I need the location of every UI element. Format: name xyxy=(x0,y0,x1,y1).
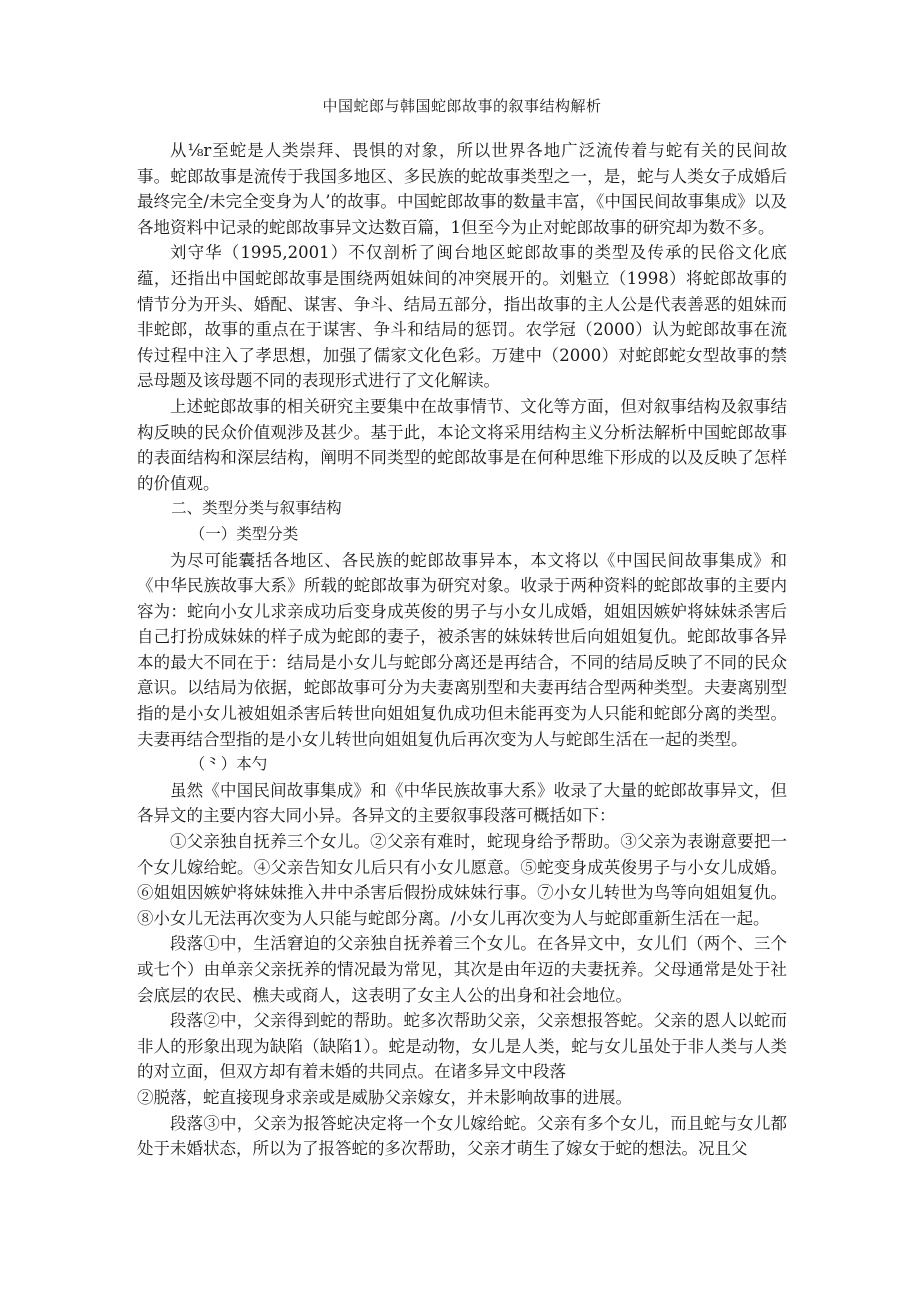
body-paragraph: 段落②中，父亲得到蛇的帮助。蛇多次帮助父亲，父亲想报答蛇。父亲的恩人以蛇而非人的形象出现为缺陷（缺陷1）。蛇是动物，女儿是人类，蛇与女儿虽处于非人类与人类的对立面，但双方却有着未婚的共同点。在诸多异文中段落 xyxy=(137,1011,787,1082)
body-paragraph: 刘守华（1995,2001）不仅剖析了闽台地区蛇郎故事的类型及传承的民俗文化底蕴，还指出中国蛇郎故事是围绕两姐妹间的冲突展开的。刘魁立（1998）将蛇郎故事的情节分为开头、婚配、谋害、争斗、结局五部分，指出故事的主人公是代表善恶的姐妹而非蛇郎，故事的重点在于谋害、争斗和结局的惩罚。农学冠（2000）认为蛇郎故事在流传过程中注入了孝思想，加强了儒家文化色彩。万建中（2000）对蛇郎蛇女型故事的禁忌母题及该母题不同的表现形式进行了文化解读。 xyxy=(137,243,787,391)
document-title: 中国蛇郎与韩国蛇郎故事的叙事结构解析 xyxy=(322,97,602,115)
body-paragraph: 为尽可能囊括各地区、各民族的蛇郎故事异本，本文将以《中国民间故事集成》和《中华民族故事大系》所载的蛇郎故事为研究对象。收录于两种资料的蛇郎故事的主要内容为：蛇向小女儿求亲成功后变身成英俊的男子与小女儿成婚，姐姐因嫉妒将妹妹杀害后自己打扮成妹妹的样子成为蛇郎的妻子，被杀害的妹妹转世后向姐姐复仇。蛇郎故事各异本的最大不同在于：结局是小女儿与蛇郎分离还是再结合，不同的结局反映了不同的民众意识。以结局为依据，蛇郎故事可分为夫妻离别型和夫妻再结合型两种类型。夫妻离别型指的是小女儿被姐姐杀害后转世向姐姐复仇成功但未能再变为人只能和蛇郎分离的类型。夫妻再结合型指的是小女儿转世向姐姐复仇后再次变为人与蛇郎生活在一起的类型。 xyxy=(137,550,787,749)
subsection-heading: （一）类型分类 xyxy=(189,524,299,543)
body-paragraph-continuation: ②脱落，蛇直接现身求亲或是威胁父亲嫁女，并未影响故事的进展。 xyxy=(137,1087,632,1107)
document-page xyxy=(137,96,787,1162)
body-paragraph: 虽然《中国民间故事集成》和《中华民族故事大系》收录了大量的蛇郎故事异文，但各异文的主要内容大同小异。各异文的主要叙事段落可概括如下： xyxy=(137,780,787,826)
body-paragraph: 上述蛇郎故事的相关研究主要集中在故事情节、文化等方面，但对叙事结构及叙事结构反映的民众价值观涉及甚少。基于此，本论文将采用结构主义分析法解析中国蛇郎故事的表面结构和深层结构，阐明不同类型的蛇郎故事是在何种思维下形成的以及反映了怎样的价值观。 xyxy=(137,396,787,493)
body-paragraph: 从⅛r至蛇是人类崇拜、畏惧的对象，所以世界各地广泛流传着与蛇有关的民间故事。蛇郎故事是流传于我国多地区、多民族的蛇故事类型之一，是，蛇与人类女子成婚后最终完全/未完全变身为人’的故事。中国蛇郎故事的数量丰富，《中国民间故事集成》以及各地资料中记录的蛇郎故事异文达数百篇，1但至今为止对蛇郎故事的研究却为数不多。 xyxy=(137,141,787,237)
section-heading: 二、类型分类与叙事结构 xyxy=(171,499,342,518)
body-paragraph: 段落③中，父亲为报答蛇决定将一个女儿嫁给蛇。父亲有多个女儿，而且蛇与女儿都处于未婚状态，所以为了报答蛇的多次帮助，父亲才萌生了嫁女于蛇的想法。况且父 xyxy=(137,1113,787,1159)
body-paragraph: ①父亲独自抚养三个女儿。②父亲有难时，蛇现身给予帮助。③父亲为表谢意要把一个女儿嫁给蛇。④父亲告知女儿后只有小女儿愿意。⑤蛇变身成英俊男子与小女儿成婚。⑥姐姐因嫉妒将妹妹推入井中杀害后假扮成妹妹行事。⑦小女儿转世为鸟等向姐姐复仇。⑧小女儿无法再次变为人只能与蛇郎分离。/小女儿再次变为人与蛇郎重新生活在一起。 xyxy=(137,832,787,928)
subsection-heading: （⺀）本勺 xyxy=(189,755,268,774)
body-paragraph: 段落①中，生活窘迫的父亲独自抚养着三个女儿。在各异文中，女儿们（两个、三个或七个）由单亲父亲抚养的情况最为常见，其次是由年迈的夫妻抚养。父母通常是处于社会底层的农民、樵夫或商人，这表明了女主人公的出身和社会地位。 xyxy=(137,934,787,1005)
